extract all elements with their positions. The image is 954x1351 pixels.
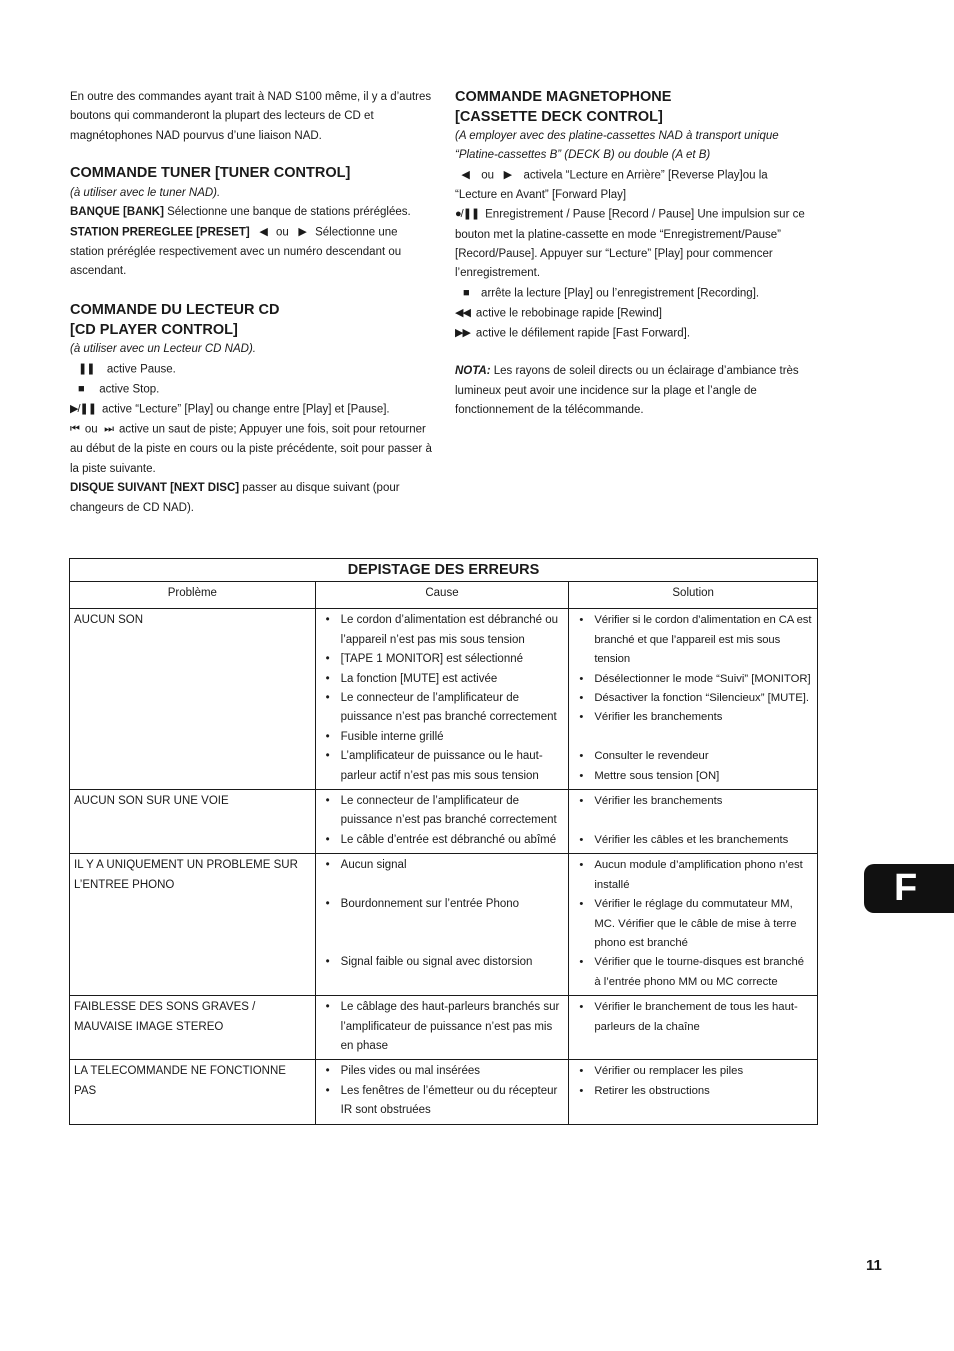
- tuner-preset: STATION PREREGLEE [PRESET] ◀ ou ▶ Sélectionne une station préréglée respectivement avec un numéro descendant ou ascendant.: [70, 223, 432, 282]
- solution-cell: [569, 790, 818, 854]
- list-item: • Vérifier les câbles et les branchements: [579, 831, 813, 850]
- list-item: • Le connecteur de l’amplificateur de puissance n’est pas branché correctement: [326, 689, 565, 728]
- table-row: [70, 790, 818, 854]
- list-item: • Retirer les obstructions: [579, 1082, 813, 1101]
- tape-note: (A employer avec des platine-cassettes NAD à transport unique “Platine-cassettes B” (DECK B) ou double (A et B): [455, 130, 779, 162]
- list-item: • [TAPE 1 MONITOR] est sélectionné: [326, 650, 565, 669]
- list-item: • Vérifier les branchements: [579, 792, 813, 811]
- solution-cell: [569, 854, 818, 996]
- list-item: • Le cordon d’alimentation est débranché ou l’appareil n’est pas mis sous tension: [326, 611, 565, 650]
- section-tab: F: [864, 864, 954, 913]
- tuner-heading: COMMANDE TUNER [TUNER CONTROL]: [70, 165, 351, 182]
- tape-rewind: ◀◀ active le rebobinage rapide [Rewind]: [455, 304, 811, 324]
- list-item: • La fonction [MUTE] est activée: [326, 670, 565, 689]
- tape-heading: COMMANDE MAGNETOPHONE [CASSETTE DECK CONTROL]: [455, 89, 672, 125]
- table-row: [70, 854, 818, 996]
- list-item: • Les fenêtres de l’émetteur ou du récepteur IR sont obstruées: [326, 1082, 565, 1121]
- rewind-icon: ◀◀: [455, 306, 470, 319]
- troubleshooting-table: [69, 558, 818, 1125]
- stop-icon: ■: [463, 286, 469, 299]
- right-arrow-icon: ▶: [503, 168, 512, 181]
- tuner-note: (à utiliser avec le tuner NAD).: [70, 186, 221, 199]
- skip-back-icon: ⏮: [70, 423, 79, 436]
- cd-skip: ⏮ ou ⏭ active un saut de piste; Appuyer une fois, soit pour retourner au début de la piste en cours ou la piste précédente, soit pour passer à la piste suivante.: [70, 420, 432, 479]
- cd-pause: ❚❚ active Pause.: [70, 360, 432, 380]
- pause-icon: ❚❚: [78, 362, 95, 375]
- list-item: • Aucun signal: [326, 856, 565, 875]
- tape-stop: ■ arrête la lecture [Play] ou l’enregistrement [Recording].: [455, 284, 811, 304]
- cause-cell: [315, 609, 569, 790]
- tape-ffwd: ▶▶ active le défilement rapide [Fast Forward].: [455, 324, 811, 344]
- left-arrow-icon: ◀: [259, 225, 267, 238]
- list-item: • Consulter le revendeur: [579, 747, 813, 766]
- header-problem: Problème: [70, 582, 316, 609]
- problem-cell: AUCUN SON: [70, 609, 316, 790]
- list-item: • Vérifier que le tourne-disques est branché à l’entrée phono MM ou MC correcte: [579, 953, 813, 992]
- list-item: • Vérifier le réglage du commutateur MM, MC. Vérifier que le câble de mise à terre phono est branché: [579, 895, 813, 953]
- list-item: • Désactiver la fonction “Silencieux” [MUTE].: [579, 689, 813, 708]
- list-item: • Le câblage des haut-parleurs branchés sur l’amplificateur de puissance n’est pas mis en phase: [326, 998, 565, 1056]
- list-item: • Le câble d’entrée est débranché ou abîmé: [326, 831, 565, 850]
- cd-next-disc: DISQUE SUIVANT [NEXT DISC] passer au disque suivant (pour changeurs de CD NAD).: [70, 482, 400, 514]
- header-cause: Cause: [315, 582, 569, 609]
- list-item: • Aucun module d’amplification phono n’est installé: [579, 856, 813, 895]
- list-item: • Piles vides ou mal insérées: [326, 1062, 565, 1081]
- cause-cell: [315, 996, 569, 1060]
- cause-cell: [315, 1060, 569, 1124]
- tape-record: ●/❚❚ Enregistrement / Pause [Record / Pause] Une impulsion sur ce bouton met la platine-cassette en mode “Enregistrement/Pause” [Record/Pause]. Appuyer sur “Lecture” [Play] pour commencer l’enregistrement.: [455, 205, 811, 283]
- list-item: • L’amplificateur de puissance ou le haut-parleur actif n’est pas mis sous tension: [326, 747, 565, 786]
- solution-cell: [569, 1060, 818, 1124]
- header-solution: Solution: [569, 582, 818, 609]
- problem-cell: LA TELECOMMANDE NE FONCTIONNE PAS: [70, 1060, 316, 1124]
- play-pause-icon: ▶/❚❚: [70, 403, 96, 416]
- intro-text: En outre des commandes ayant trait à NAD S100 même, il y a d’autres boutons qui commanderont la plupart des lecteurs de CD et magnétophones NAD pourvus d’une liaison NAD.: [70, 91, 432, 142]
- list-item: • Vérifier si le cordon d’alimentation en CA est branché et que l’appareil est mis sous tension: [579, 611, 813, 669]
- list-item: • Vérifier les branchements: [579, 708, 813, 727]
- cd-note: (à utiliser avec un Lecteur CD NAD).: [70, 343, 256, 356]
- list-item: • Désélectionner le mode “Suivi” [MONITOR]: [579, 670, 813, 689]
- table-row: [70, 609, 818, 790]
- list-item: • Vérifier ou remplacer les piles: [579, 1062, 813, 1081]
- tape-play: ◀ ou ▶ activela “Lecture en Arrière” [Reverse Play]ou la “Lecture en Avant” [Forward Play]: [455, 166, 811, 206]
- fast-forward-icon: ▶▶: [455, 327, 470, 339]
- cd-heading: COMMANDE DU LECTEUR CD [CD PLAYER CONTROL]: [70, 302, 280, 338]
- list-item: • Le connecteur de l’amplificateur de puissance n’est pas branché correctement: [326, 792, 565, 831]
- right-column: [455, 88, 811, 420]
- list-item: • Bourdonnement sur l’entrée Phono: [326, 895, 565, 914]
- cause-cell: [315, 790, 569, 854]
- solution-cell: [569, 996, 818, 1060]
- list-item: • Vérifier le branchement de tous les haut-parleurs de la chaîne: [579, 998, 813, 1037]
- record-pause-icon: ●/❚❚: [455, 208, 480, 221]
- tuner-bank: BANQUE [BANK] Sélectionne une banque de stations préréglées.: [70, 206, 411, 219]
- cd-stop: ■ active Stop.: [70, 380, 432, 400]
- list-item: • Mettre sous tension [ON]: [579, 767, 813, 786]
- left-column: [70, 88, 432, 518]
- cause-cell: [315, 854, 569, 996]
- tape-nota: NOTA: Les rayons de soleil directs ou un éclairage d’ambiance très lumineux peut avoir une incidence sur la plage et l’angle de fonctionnement de la télécommande.: [455, 365, 799, 416]
- stop-icon: ■: [78, 383, 84, 396]
- table-title: DEPISTAGE DES ERREURS: [70, 559, 818, 582]
- problem-cell: AUCUN SON SUR UNE VOIE: [70, 790, 316, 854]
- table-row: [70, 996, 818, 1060]
- right-arrow-icon: ▶: [298, 225, 306, 238]
- solution-cell: [569, 609, 818, 790]
- skip-forward-icon: ⏭: [104, 423, 113, 436]
- left-arrow-icon: ◀: [461, 168, 469, 181]
- table-row: [70, 1060, 818, 1124]
- list-item: • Signal faible ou signal avec distorsion: [326, 953, 565, 972]
- list-item: • Fusible interne grillé: [326, 728, 565, 747]
- page-number: 11: [866, 1257, 882, 1274]
- problem-cell: IL Y A UNIQUEMENT UN PROBLEME SUR L’ENTREE PHONO: [70, 854, 316, 996]
- cd-play: ▶/❚❚ active “Lecture” [Play] ou change entre [Play] et [Pause].: [70, 400, 432, 420]
- problem-cell: FAIBLESSE DES SONS GRAVES / MAUVAISE IMAGE STEREO: [70, 996, 316, 1060]
